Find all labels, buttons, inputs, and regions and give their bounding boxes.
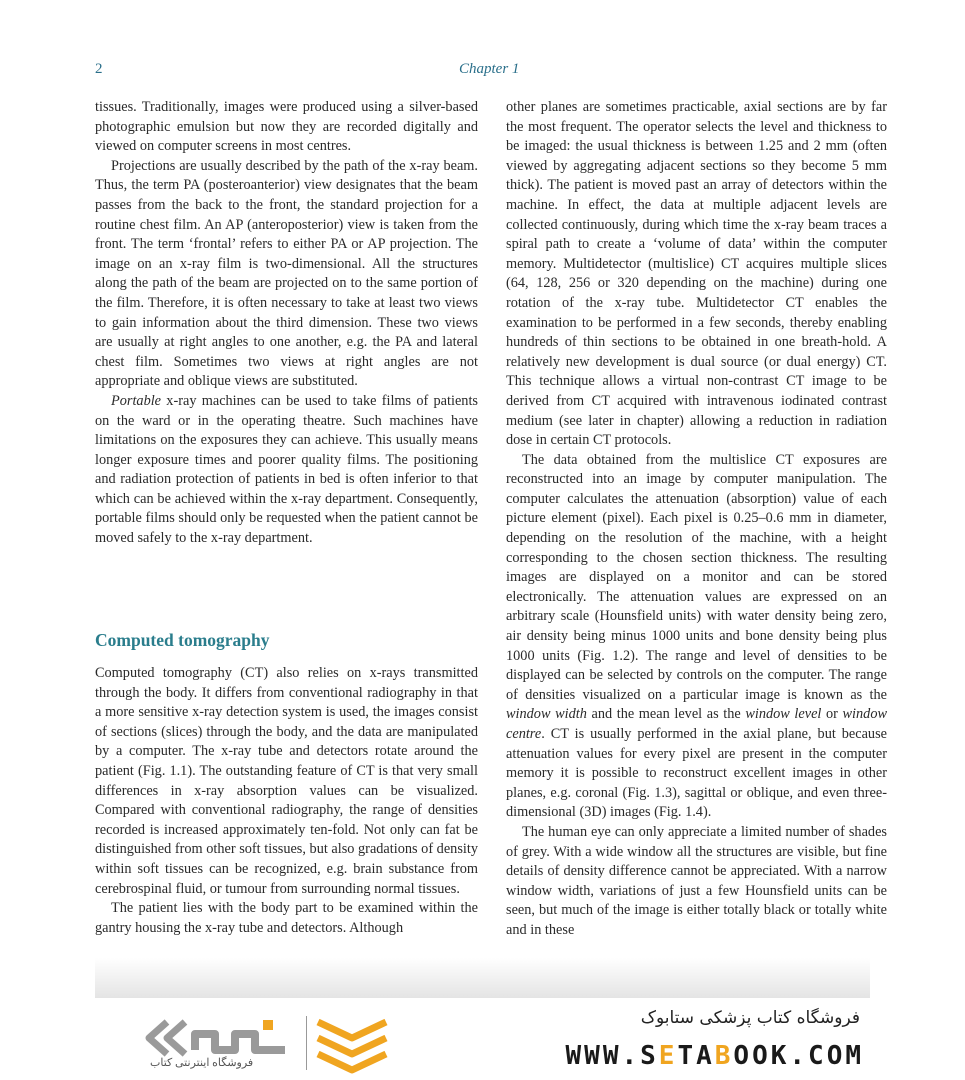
section-heading: Computed tomography [95,630,270,650]
paragraph: The patient lies with the body part to be examined within the gantry housing the x-ray tube and detectors. Although [95,900,478,936]
paragraph: The human eye can only appreciate a limited number of shades of grey. With a wide window all the structures are visible, but fine details of density difference cannot be appreciated. With a narrow window width, variations of just a few Hounsfield units can be seen, but much of the image is either totally black or totally white and in these [506,823,887,938]
right-column [506,98,887,941]
url-text: WWW.S [565,1041,659,1071]
running-header: Chapter 1 [459,61,520,77]
book-emblem-icon [312,1012,392,1074]
store-name: فروشگاه کتاب پزشکی ستابوک [640,1008,860,1028]
paragraph [506,451,887,823]
url-text: TA [677,1041,715,1071]
emphasis: window centre [506,706,888,742]
paragraph: Computed tomography (CT) also relies on x-rays transmitted through the body. It differs from conventional radiography in that a more sensitive x-ray detection system is used, the images consist of sections (slices) through the body, and the data are manipulated by a computer. The x-ray tube and detectors rotate around the patient (Fig. 1.1). The outstanding feature of CT is that very small differences in x-ray absorption values can be visualized. Compared with conventional radiography, the range of densities recorded is increased approximately ten-fold. Not only can fat be distinguished from other soft tissues, but also gradations of density within soft tissues can be recognized, e.g. brain substance from cerebrospinal fluid, or tumour from surrounding normal tissues. [95,665,478,897]
page-fade [95,958,870,998]
url-text: OOK.COM [733,1041,864,1071]
paragraph-text: x-ray machines can be used to take films of patients on the ward or in the operating theatre. Such machines have limitations on the exposures they can achieve. This usually means longer exposure times and poorer quality films. The positioning and radiation protection of patients in bed is often inferior to that which can be achieved within the x-ray department. Consequently, portable films should only be requested when the patient cannot be moved safely to the x-ray department. [95,392,478,547]
emphasis: window level [745,706,822,723]
left-column-bottom [95,664,478,938]
paragraph: tissues. Traditionally, images were produced using a silver-based photographic emulsion but now they are recorded digitally and viewed on computer screens in most centres. [95,99,478,155]
emphasis: Portable [111,392,162,409]
emphasis: window width [506,706,587,723]
page-number: 2 [95,61,103,77]
store-url[interactable] [494,1041,864,1071]
left-column-top [95,98,478,549]
paragraph: other planes are sometimes practicable, axial sections are by far the most frequent. The operator selects the level and thickness to be imaged: the usual thickness is between 1.25 and 2 mm (often viewed by aggregating adjacent sections so they become 5 mm thick). The patient is moved past an array of detectors within the machine. In effect, the data at multiple adjacent levels are collected continuously, during which time the x-ray beam traces a spiral path to create a ‘volume of data’ within the computer memory. Multidetector (multislice) CT acquires multiple slices (64, 128, 256 or 320 depending on the machine) during one rotation of the x-ray tube. Multidetector CT enables the examination to be performed in a few seconds, thereby enabling hundreds of thin sections to be obtained in one breath-hold. A relatively new development is dual source (or dual energy) CT. This technique allows a virtual non-contrast CT image to be derived from CT acquired with intravenous iodinated contrast medium (see later in chapter) allowing a reduction in radiation dose in certain CT protocols. [506,99,887,449]
paragraph-text: or [821,706,843,723]
logo-tagline: فروشگاه اینترنتی کتاب [150,1057,254,1069]
url-highlight: B [714,1041,734,1071]
banner-divider [306,1016,307,1070]
url-highlight: E [658,1041,678,1071]
paragraph-text: The data obtained from the multislice CT exposures are reconstructed into an image by computer manipulation. The computer calculates the attenuation (absorption) value of each picture element (pixel). Each pixel is 0.25–0.6 mm in diameter, depending on the resolution of the machine, with a height corresponding to the chosen section thickness. The resulting images are displayed on a monitor and can be stored electronically. The attenuation values are expressed on an arbitrary scale (Hounsfield units) with water density being zero, air density being minus 1000 units and bone density being plus 1000 units (Fig. 1.2). The range and level of densities to be displayed can be selected by controls on the computer. The range of densities visualized on a particular image is known as the [506,451,887,703]
paragraph: Projections are usually described by the path of the x-ray beam. Thus, the term PA (posteroanterior) view designates that the beam passes from the back to the front, the standard projection for a routine chest film. An AP (anteroposterior) view is taken from the front. The term ‘frontal’ refers to either PA or AP projection. The image on an x-ray film is two-dimensional. All the structures along the path of the beam are projected on to the same portion of the film. Therefore, it is often necessary to take at least two views to gain information about the third dimension. These two views are usually at right angles to one another, e.g. the PA and lateral chest film. Sometimes two views at right angles are not appropriate and oblique views are substituted. [95,157,478,390]
paragraph-text: and the mean level as the [586,706,746,723]
paragraph-text: . CT is usually performed in the axial plane, but because attenuation values for every pixel are present in the computer memory it is possible to reconstruct excellent images in other planes, e.g. coronal (Fig. 1.3), sagittal or oblique, and even three-dimensional (3D) images (Fig. 1.4). [506,726,887,821]
paragraph [95,392,478,549]
